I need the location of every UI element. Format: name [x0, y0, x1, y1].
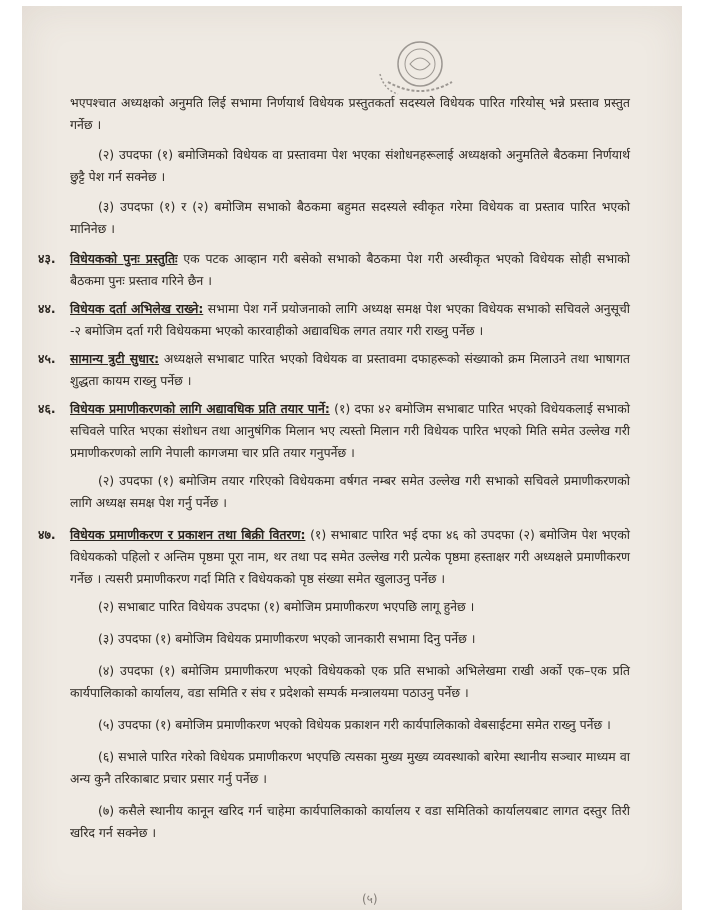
section-47	[38, 524, 630, 590]
page-number: (५)	[362, 892, 378, 906]
section-heading: विधेयक दर्ता अभिलेख राख्ने:	[70, 301, 204, 316]
section-43	[38, 248, 631, 292]
section-text: सभामा पेश गर्ने प्रयोजनाको लागि अध्यक्ष समक्ष पेश भएका विधेयक सभाको सचिवले अनुसूची -२ बमोजिम दर्ता गरी विधेयकमा भएको कारवाहीको अद्यावधिक लगत तयार गरी राख्नु पर्नेछ ।	[70, 301, 630, 338]
subsection-paragraph: (२) उपदफा (१) बमोजिम तयार गरिएको विधेयकमा वर्षगत नम्बर समेत उल्लेख गरी सभाको सचिवले प्रमाणीकरणको लागि अध्यक्ष समक्ष पेश गर्नु पर्नेछ ।	[70, 473, 630, 510]
subsection-paragraph: (६) सभाले पारित गरेको विधेयक प्रमाणीकरण भएपछि त्यसका मुख्य मुख्य व्यवस्थाको बारेमा स्थानीय सञ्चार माध्यम वा अन्य कुनै तरिकाबाट प्रचार प्रसार गर्नु पर्नेछ ।	[70, 749, 630, 786]
section-46	[38, 398, 630, 464]
intro-paragraph: भएपश्चात अध्यक्षको अनुमति लिई सभामा निर्णयार्थ विधेयक प्रस्तुतकर्ता सदस्यले विधेयक पारित गरियोस् भन्ने प्रस्ताव प्रस्तुत गर्नेछ ।	[70, 95, 630, 132]
subsection-paragraph: (४) उपदफा (१) बमोजिम प्रमाणीकरण भएको विधेयकको एक प्रति सभाको अभिलेखमा राखी अर्को एक–एक प्रति कार्यपालिकाको कार्यालय, वडा समिति र संघ र प्रदेशको सम्पर्क मन्त्रालयमा पठाउनु पर्नेछ ।	[70, 663, 630, 700]
section-44	[38, 298, 630, 342]
section-text: (१) सभाबाट पारित भई दफा ४६ को उपदफा (२) बमोजिम पेश भएको विधेयकको पहिलो र अन्तिम पृष्ठमा पूरा नाम, थर तथा पद समेत उल्लेख गरी प्रत्येक पृष्ठमा हस्ताक्षर गरी अध्यक्षले प्रमाणीकरण गर्नेछ । त्यसरी प्रमाणीकरण गर्दा मिति र विधेयकको पृष्ठ संख्या समेत खुलाउनु पर्नेछ ।	[70, 527, 630, 586]
section-number: ४५.	[38, 351, 56, 366]
section-heading: विधेयक प्रमाणीकरणको लागि अद्यावधिक प्रति तयार पार्ने:	[70, 401, 330, 416]
section-text: एक पटक आव्हान गरी बसेको सभाको बैठकमा पेश गरी अस्वीकृत भएको विधेयक सोही सभाको बैठकमा पुनः प्रस्ताव गरिने छैन ।	[70, 251, 631, 288]
page-number-stamp	[362, 888, 492, 910]
section-heading: विधेयकको पुनः प्रस्तुतिः	[70, 251, 178, 266]
subsection-paragraph: (५) उपदफा (१) बमोजिम प्रमाणीकरण भएको विधेयक प्रकाशन गरी कार्यपालिकाको वेबसाईटमा समेत राख्नु पर्नेछ ।	[98, 717, 611, 732]
sections-list	[38, 248, 631, 844]
section-heading: विधेयक प्रमाणीकरण र प्रकाशन तथा बिक्री वितरण:	[70, 527, 306, 542]
section-45	[38, 348, 630, 392]
section-number: ४७.	[38, 527, 56, 542]
section-number: ४४.	[38, 301, 56, 316]
subsection-paragraph: (७) कसैले स्थानीय कानून खरिद गर्न चाहेमा कार्यपालिकाको कार्यालय र वडा समितिको कार्यालयबाट लागत दस्तुर तिरी खरिद गर्न सक्नेछ ।	[70, 803, 630, 840]
section-number: ४३.	[38, 251, 56, 266]
document-body	[38, 92, 631, 854]
section-number: ४६.	[38, 401, 56, 416]
intro-subsection: (२) उपदफा (१) बमोजिमको विधेयक वा प्रस्तावमा पेश भएका संशोधनहरूलाई अध्यक्षको अनुमतिले बैठकमा निर्णयार्थ छुट्टै पेश गर्न सक्नेछ ।	[70, 147, 630, 184]
section-heading: सामान्य त्रुटी सुधार:	[70, 351, 160, 366]
subsection-paragraph: (२) सभाबाट पारित विधेयक उपदफा (१) बमोजिम प्रमाणीकरण भएपछि लागू हुनेछ ।	[98, 599, 475, 614]
section-text: (१) दफा ४२ बमोजिम सभाबाट पारित भएको विधेयकलाई सभाको सचिवले पारित भएका संशोधन तथा आनुषंगिक मिलान भए त्यस्तो मिलान गरी विधेयक पारित भएको मिति समेत उल्लेख गरी प्रमाणीकरणको लागि नेपाली कागजमा चार प्रति तयार गनुपर्नेछ ।	[70, 401, 630, 460]
section-text: अध्यक्षले सभाबाट पारित भएको विधेयक वा प्रस्तावमा दफाहरूको संख्याको क्रम मिलाउने तथा भाषागत शुद्धता कायम राख्नु पर्नेछ ।	[70, 351, 630, 388]
intro-subsection: (३) उपदफा (१) र (२) बमोजिम सभाको बैठकमा बहुमत सदस्यले स्वीकृत गरेमा विधेयक वा प्रस्ताव पारित भएको मानिनेछ ।	[70, 199, 630, 236]
subsection-paragraph: (३) उपदफा (१) बमोजिम विधेयक प्रमाणीकरण भएको जानकारी सभामा दिनु पर्नेछ ।	[98, 631, 476, 646]
